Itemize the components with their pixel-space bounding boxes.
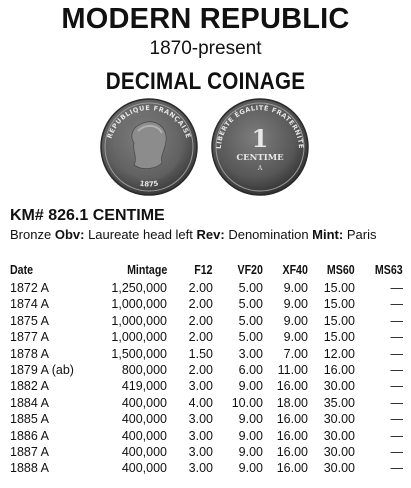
cell-mintage: 1,500,000	[111, 346, 167, 361]
coin-reverse	[212, 99, 308, 195]
rev-label: Rev:	[196, 227, 225, 242]
column-header-vf20: VF20	[237, 263, 263, 277]
cell-f12: 2.00	[188, 330, 213, 345]
cell-ms63: —	[390, 346, 403, 361]
cell-vf20: 5.00	[238, 297, 263, 312]
rev-text: Denomination	[228, 227, 309, 242]
table-row	[0, 281, 411, 297]
cell-f12: 3.00	[188, 379, 213, 394]
cell-xf40: 16.00	[276, 412, 308, 427]
table-row	[0, 461, 411, 477]
obverse-date: 1875	[138, 179, 160, 189]
cell-date: 1878 A	[10, 346, 49, 361]
cell-f12: 3.00	[188, 412, 213, 427]
cell-xf40: 16.00	[276, 428, 308, 443]
cell-ms60: 30.00	[323, 379, 355, 394]
mintage-table	[0, 263, 411, 478]
cell-f12: 3.00	[188, 428, 213, 443]
table-row	[0, 330, 411, 346]
cell-xf40: 9.00	[283, 313, 308, 328]
table-row	[0, 429, 411, 445]
cell-date: 1877 A	[10, 330, 49, 345]
table-header	[0, 263, 411, 281]
cell-vf20: 9.00	[238, 444, 263, 459]
cell-mintage: 400,000	[121, 444, 167, 459]
cell-mintage: 1,250,000	[111, 281, 167, 295]
column-header-xf40: XF40	[282, 263, 308, 277]
cell-ms60: 12.00	[323, 346, 355, 361]
coin-images	[96, 97, 314, 197]
table-row	[0, 379, 411, 395]
table-row	[0, 412, 411, 428]
cell-xf40: 18.00	[276, 395, 308, 410]
cell-xf40: 16.00	[276, 444, 308, 459]
cell-ms63: —	[390, 444, 403, 459]
page-title: MODERN REPUBLIC	[61, 3, 350, 35]
cell-xf40: 7.00	[283, 346, 308, 361]
cell-mintage: 1,000,000	[111, 297, 167, 312]
cell-date: 1886 A	[10, 428, 49, 443]
cell-ms63: —	[390, 428, 403, 443]
coin-obverse	[101, 99, 197, 195]
column-header-ms63: MS63	[375, 263, 403, 277]
catalog-number: KM# 826.1 CENTIME	[10, 207, 165, 224]
cell-vf20: 5.00	[238, 313, 263, 328]
cell-vf20: 5.00	[238, 330, 263, 345]
cell-ms63: —	[390, 395, 403, 410]
column-header-date: Date	[10, 263, 34, 277]
cell-xf40: 9.00	[283, 330, 308, 345]
cell-f12: 1.50	[188, 346, 213, 361]
cell-ms60: 30.00	[323, 444, 355, 459]
cell-vf20: 6.00	[238, 362, 263, 377]
table-row	[0, 363, 411, 379]
cell-vf20: 9.00	[238, 379, 263, 394]
cell-f12: 3.00	[188, 461, 213, 476]
cell-date: 1872 A	[10, 281, 49, 295]
reverse-unit: CENTIME	[236, 153, 284, 163]
cell-f12: 2.00	[188, 297, 213, 312]
cell-xf40: 9.00	[283, 297, 308, 312]
cell-vf20: 9.00	[238, 461, 263, 476]
cell-ms60: 15.00	[323, 330, 355, 345]
cell-ms63: —	[390, 461, 403, 476]
cell-ms60: 15.00	[323, 281, 355, 295]
cell-vf20: 3.00	[238, 346, 263, 361]
table-row	[0, 347, 411, 363]
cell-date: 1885 A	[10, 412, 49, 427]
cell-xf40: 9.00	[283, 281, 308, 295]
cell-ms63: —	[390, 313, 403, 328]
cell-ms60: 15.00	[323, 313, 355, 328]
cell-xf40: 16.00	[276, 379, 308, 394]
cell-ms63: —	[390, 281, 403, 295]
cell-ms63: —	[390, 379, 403, 394]
cell-ms63: —	[390, 362, 403, 377]
cell-f12: 2.00	[188, 281, 213, 295]
cell-mintage: 400,000	[121, 412, 167, 427]
section-heading: DECIMAL COINAGE	[105, 68, 306, 95]
cell-date: 1879 A (ab)	[10, 362, 74, 377]
mint-label: Mint:	[312, 227, 344, 242]
cell-date: 1887 A	[10, 444, 49, 459]
cell-ms63: —	[390, 297, 403, 312]
cell-mintage: 1,000,000	[111, 313, 167, 328]
cell-ms60: 35.00	[323, 395, 355, 410]
cell-ms60: 30.00	[323, 461, 355, 476]
cell-mintage: 400,000	[121, 428, 167, 443]
cell-ms63: —	[390, 412, 403, 427]
reverse-value: 1	[251, 124, 269, 153]
cell-f12: 2.00	[188, 313, 213, 328]
cell-mintage: 1,000,000	[111, 330, 167, 345]
page-subtitle: 1870-present	[149, 38, 262, 59]
reverse-legend: LIBERTE ÉGALITÉ FRATERNITE	[214, 103, 306, 150]
column-header-ms60: MS60	[327, 263, 355, 277]
column-header-mintage: Mintage	[126, 263, 167, 277]
cell-mintage: 800,000	[121, 362, 167, 377]
cell-vf20: 9.00	[238, 428, 263, 443]
mint-text: Paris	[346, 227, 377, 242]
cell-date: 1875 A	[10, 313, 49, 328]
cell-ms60: 30.00	[323, 428, 355, 443]
table-row	[0, 396, 411, 412]
cell-date: 1882 A	[10, 379, 49, 394]
cell-date: 1884 A	[10, 395, 49, 410]
cell-xf40: 16.00	[276, 461, 308, 476]
obv-label: Obv:	[54, 227, 85, 242]
cell-f12: 2.00	[188, 362, 213, 377]
obverse-legend: REPUBLIQUE FRANÇAISE	[105, 103, 193, 140]
cell-ms60: 15.00	[323, 297, 355, 312]
cell-vf20: 5.00	[238, 281, 263, 295]
metal: Bronze	[10, 227, 52, 242]
cell-f12: 3.00	[188, 444, 213, 459]
cell-vf20: 9.00	[238, 412, 263, 427]
obv-text: Laureate head left	[88, 227, 193, 242]
cell-xf40: 11.00	[277, 362, 308, 377]
table-body	[0, 281, 411, 478]
cell-ms63: —	[390, 330, 403, 345]
cell-f12: 4.00	[188, 395, 213, 410]
table-row	[0, 297, 411, 313]
cell-date: 1874 A	[10, 297, 49, 312]
table-row	[0, 314, 411, 330]
table-row	[0, 445, 411, 461]
cell-ms60: 30.00	[323, 412, 355, 427]
coin-description	[10, 226, 402, 243]
cell-mintage: 400,000	[121, 461, 167, 476]
cell-mintage: 419,000	[121, 379, 167, 394]
cell-mintage: 400,000	[121, 395, 167, 410]
cell-vf20: 10.00	[231, 395, 263, 410]
reverse-mint: A	[257, 165, 263, 172]
cell-ms60: 16.00	[323, 362, 355, 377]
column-header-f12: F12	[194, 263, 213, 277]
cell-date: 1888 A	[10, 461, 49, 476]
